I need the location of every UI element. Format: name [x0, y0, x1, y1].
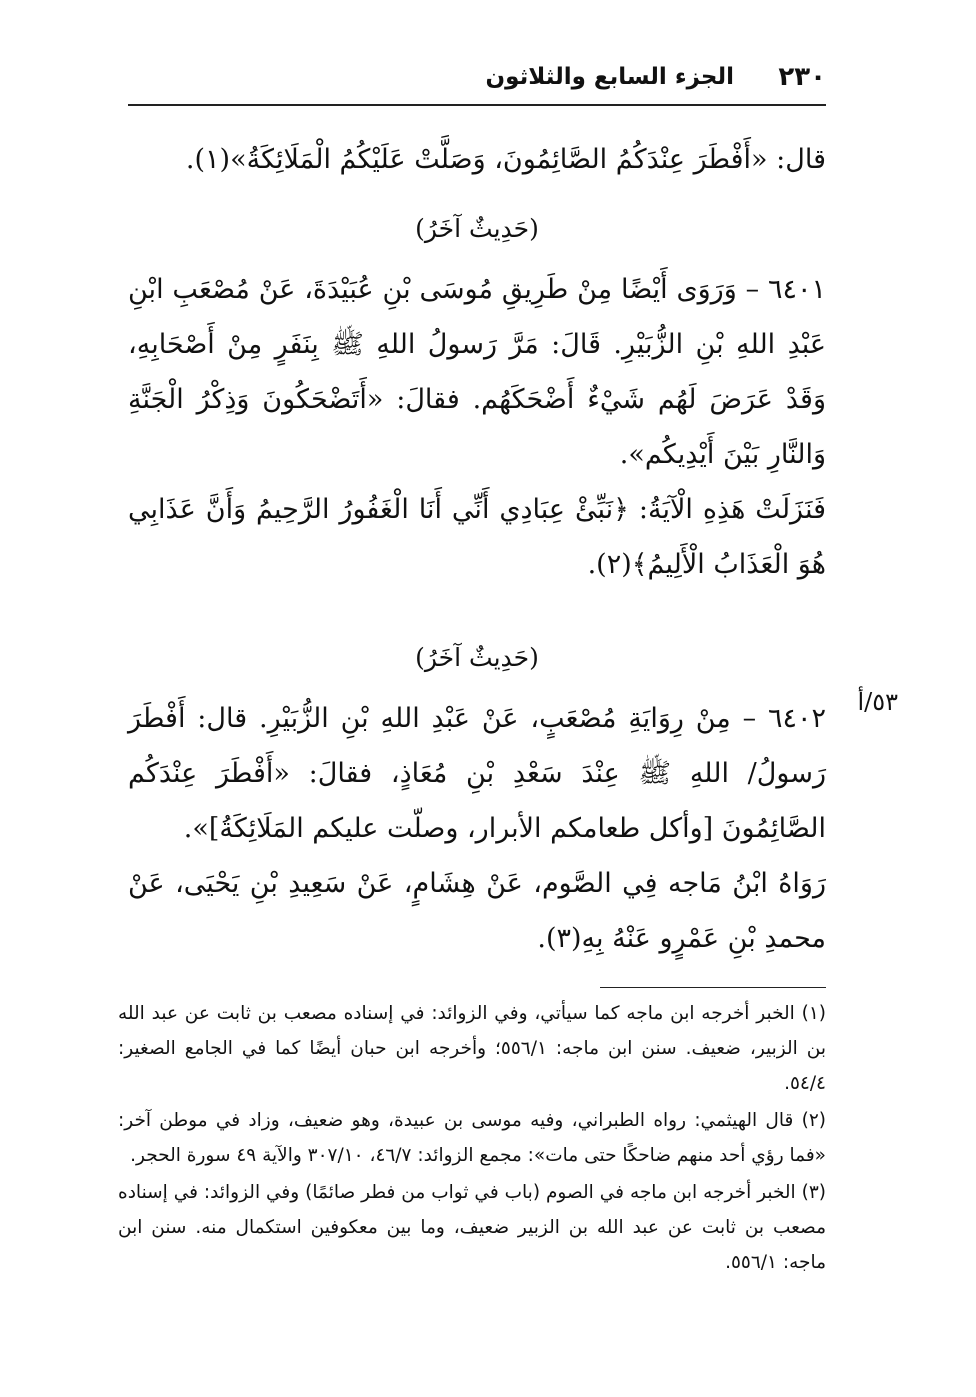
main-text — [128, 132, 826, 966]
verse-paragraph: فَنَزَلَتْ هَذِهِ الْآيَةُ: ﴿نَبِّئْ عِبَادِي أَنِّي أَنَا الْغَفُورُ الرَّحِيمُ وَأَنَّ عَذَابِي هُوَ الْعَذَابُ الْأَلِيمُ﴾(٢). — [128, 494, 826, 580]
part-title: الجزء السابع والثلاثون — [485, 64, 734, 90]
footnote-3: (٣) الخبر أخرجه ابن ماجه في الصوم (باب في ثواب من فطر صائمًا) وفي الزوائد: في إسناده مصعب بن ثابت عن عبد الله بن الزبير ضعيف، وما بين معكوفين استكمال منه. سنن ابن ماجه: ٥٥٦/١. — [118, 1182, 826, 1273]
opening-line: قال: «أَفْطَرَ عِنْدَكُمُ الصَّائِمُونَ، وَصَلَّتْ عَلَيْكُمُ الْمَلَائِكَةُ»(١). — [185, 144, 826, 175]
running-header — [128, 60, 826, 106]
manuscript-folio-marker: ٥٣/أ — [857, 688, 898, 716]
footnote-divider — [600, 987, 826, 988]
footnote-1: (١) الخبر أخرجه ابن ماجه كما سيأتي، وفي الزوائد: في إسناده مصعب بن ثابت عن عبد الله بن الزبير، ضعيف. سنن ابن ماجه: ٥٥٦/١؛ وأخرجه ابن حبان أيضًا كما في الجامع الصغير: ٥٤/٤. — [118, 1003, 827, 1094]
section-heading-1: (حَدِيثٌ آخَرُ) — [415, 214, 539, 243]
footnote-2: (٢) قال الهيثمي: رواه الطبراني، وفيه موسى بن عبيدة، وهو ضعيف، وزاد في موطن آخر: «فما رؤي أحد منهم ضاحكًا حتى مات»: مجمع الزوائد: ٤٦/٧، ٣٠٧/١٠ والآية ٤٩ سورة الحجر. — [118, 1110, 826, 1166]
section-heading-2: (حَدِيثٌ آخَرُ) — [415, 643, 539, 672]
footnotes — [118, 996, 826, 1282]
page-number: ٢٣٠ — [778, 62, 826, 92]
hadith-6402: ٦٤٠٢ – مِنْ رِوَايَةِ مُصْعَبٍ، عَنْ عَبْدِ اللهِ بْنِ الزُّبَيْرِ. قال: أَفْطَرَ رَسولُ/ اللهِ ﷺ عِنْدَ سَعْدِ بْنِ مُعَاذٍ، فقالَ: «أَفْطَرَ عِنْدَكُم الصَّائِمُونَ [وأكل طعامكم الأبرار، وصلّت عليكم المَلَائِكَةُ]». — [128, 703, 826, 844]
hadith-6401: ٦٤٠١ – وَرَوَى أَيْضًا مِنْ طَرِيقِ مُوسَى بْنِ عُبَيْدَةَ، عَنْ مُصْعَبِ ابْنِ عَبْدِ اللهِ بْنِ الزُّبَيْرِ. قَالَ: مَرَّ رَسولُ اللهِ ﷺ بِنَفَرٍ مِنْ أَصْحَابِهِ، وَقَدْ عَرَضَ لَهُم شَيْءٌ أَضْحَكَهُم. فقالَ: «أَتَضْحَكُونَ وَذِكْرُ الْجَنَّةِ وَالنَّارِ بَيْنَ أَيْدِيكُم». — [128, 274, 826, 470]
narration-paragraph: رَوَاهُ ابْنُ مَاجه فِي الصَّوم، عَنْ هِشَامٍ، عَنْ سَعِيدِ بْنِ يَحْيَى، عَنْ محمدِ بْنِ عَمْرٍو عَنْهُ بِهِ(٣). — [128, 868, 826, 954]
